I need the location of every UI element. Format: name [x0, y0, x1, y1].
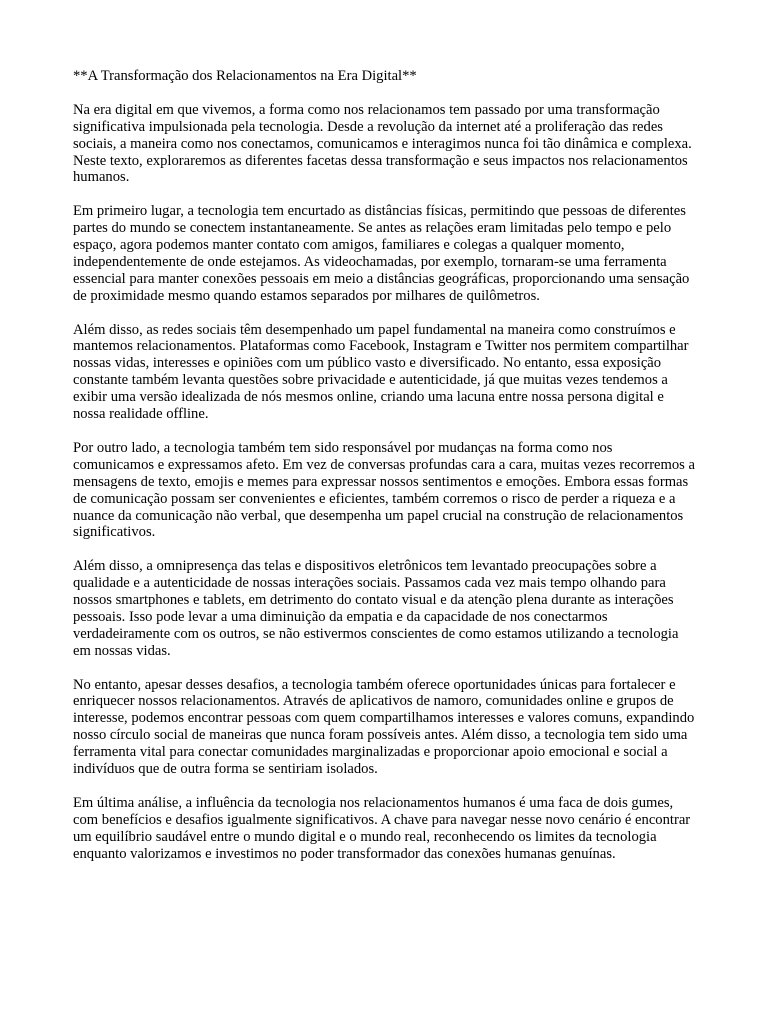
paragraph-2: Em primeiro lugar, a tecnologia tem encurtado as distâncias físicas, permitindo que pessoas de diferentes partes do mundo se conectem instantaneamente. Se antes as relações eram limitadas pelo tempo e pelo espaço, agora podemos manter contato com amigos, familiares e colegas a qualquer momento, independentemente de onde estejamos. As videochamadas, por exemplo, tornaram-se uma ferramenta essencial para manter conexões pessoais em meio a distâncias geográficas, proporcionando uma sensação de proximidade mesmo quando estamos separados por milhares de quilômetros. — [73, 203, 690, 304]
paragraph-6: No entanto, apesar desses desafios, a tecnologia também oferece oportunidades únicas para fortalecer e enriquecer nossos relacionamentos. Através de aplicativos de namoro, comunidades online e grupos de interesse, podemos encontrar pessoas com quem compartilhamos interesses e valores comuns, expandindo nosso círculo social de maneiras que nunca foram possíveis antes. Além disso, a tecnologia tem sido uma ferramenta vital para conectar comunidades marginalizadas e proporcionar apoio emocional e social a indivíduos que de outra forma se sentiriam isolados. — [73, 676, 695, 778]
paragraph-4: Por outro lado, a tecnologia também tem sido responsável por mudanças na forma como nos comunicamos e expressamos afeto. Em vez de conversas profundas cara a cara, muitas vezes recorremos a mensagens de texto, emojis e memes para expressar nossos sentimentos e emoções. Embora essas formas de comunicação possam ser convenientes e eficientes, também corremos o risco de perder a riqueza e a nuance da comunicação não verbal, que desempenha um papel crucial na construção de relacionamentos significativos. — [73, 439, 695, 541]
paragraph-5: Além disso, a omnipresença das telas e dispositivos eletrônicos tem levantado preocupações sobre a qualidade e a autenticidade de nossas interações sociais. Passamos cada vez mais tempo olhando para nossos smartphones e tablets, em detrimento do contato visual e da atenção plena durante as interações pessoais. Isso pode levar a uma diminuição da empatia e da capacidade de nos conectarmos verdadeiramente com os outros, se não estivermos conscientes de como estamos utilizando a tecnologia em nossas vidas. — [73, 558, 679, 659]
paragraph-7: Em última análise, a influência da tecnologia nos relacionamentos humanos é uma faca de dois gumes, com benefícios e desafios igualmente significativos. A chave para navegar nesse novo cenário é encontrar um equilíbrio saudável entre o mundo digital e o mundo real, reconhecendo os limites da tecnologia enquanto valorizamos e investimos no poder transformador das conexões humanas genuínas. — [73, 794, 691, 862]
paragraph-3: Além disso, as redes sociais têm desempenhado um papel fundamental na maneira como construímos e mantemos relacionamentos. Plataformas como Facebook, Instagram e Twitter nos permitem compartilhar nossas vidas, interesses e opiniões com um público vasto e diversificado. No entanto, essa exposição constante também levanta questões sobre privacidade e autenticidade, já que muitas vezes tendemos a exibir uma versão idealizada de nós mesmos online, criando uma lacuna entre nossa persona digital e nossa realidade offline. — [73, 321, 689, 423]
document-page — [73, 68, 697, 879]
paragraph-1: Na era digital em que vivemos, a forma como nos relacionamos tem passado por uma transformação significativa impulsionada pela tecnologia. Desde a revolução da internet até a proliferação das redes sociais, a maneira como nos conectamos, comunicamos e interagimos nunca foi tão dinâmica e complexa. Neste texto, exploraremos as diferentes facetas dessa transformação e seus impactos nos relacionamentos humanos. — [73, 101, 692, 186]
document-title: **A Transformação dos Relacionamentos na Era Digital** — [73, 68, 417, 84]
